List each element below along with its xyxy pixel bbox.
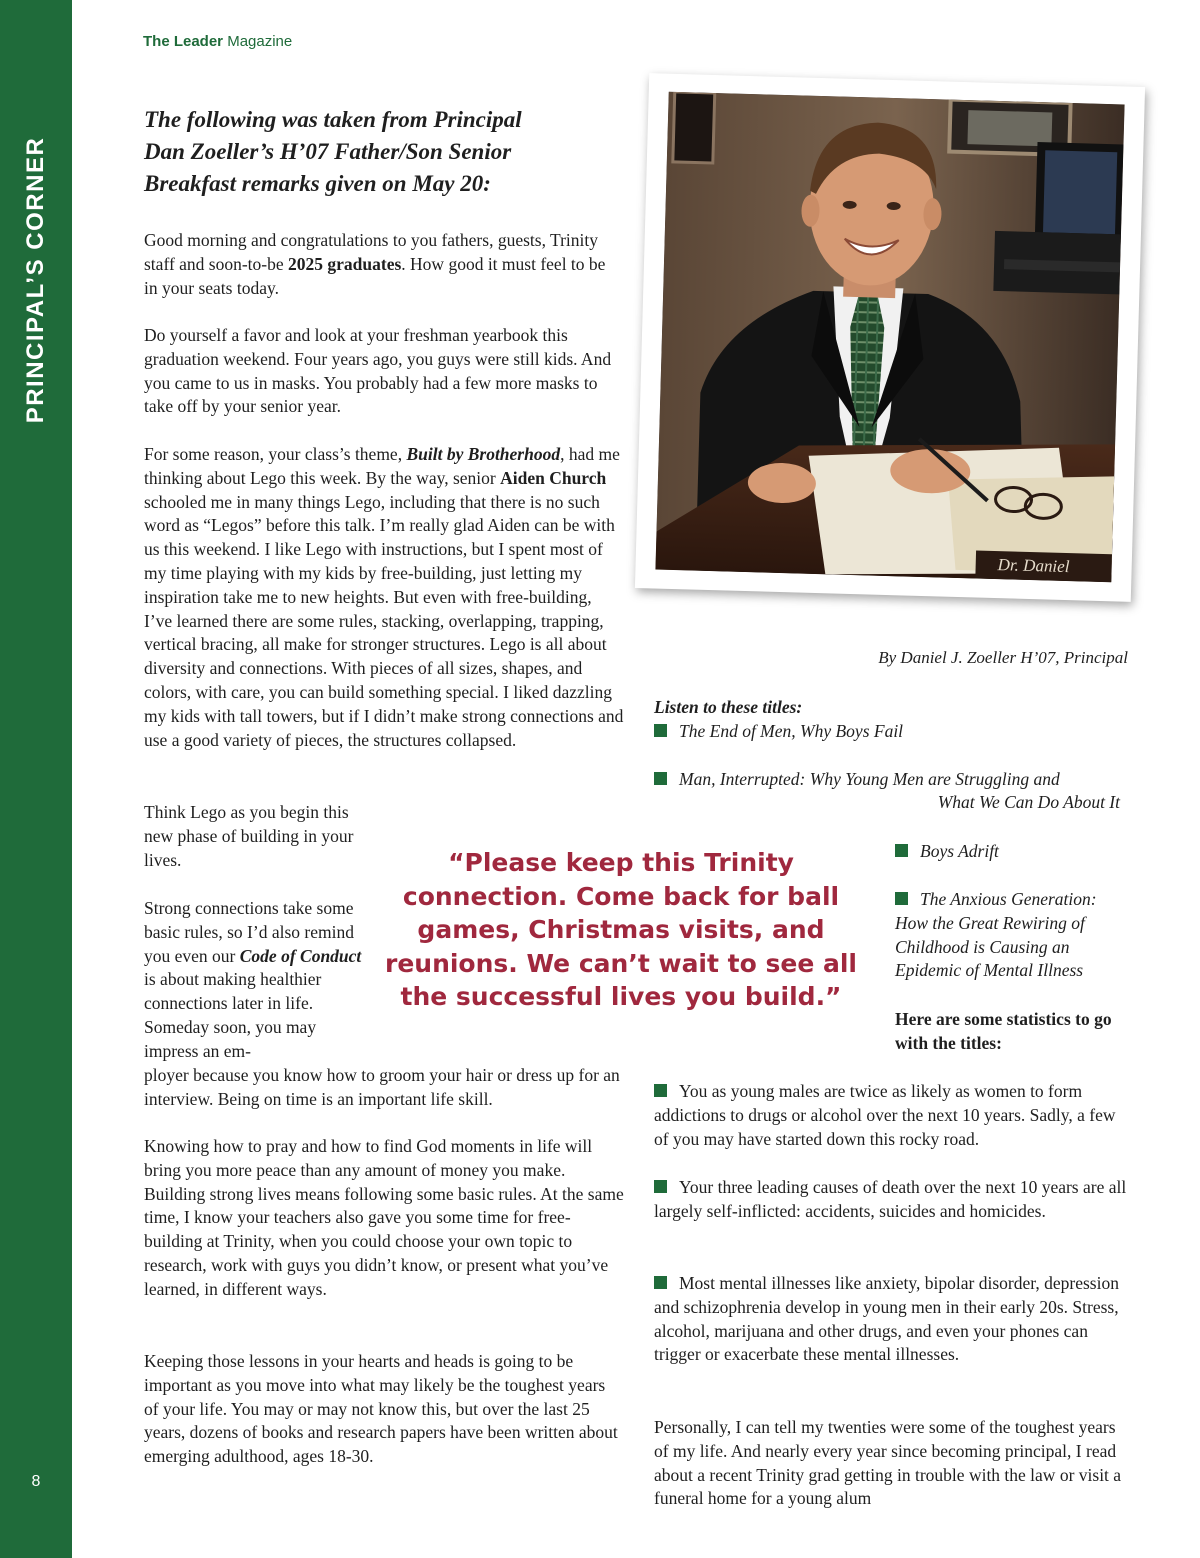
intro-line: The following was taken from Principal [144, 107, 522, 132]
stat-item: Your three leading causes of death over the next 10 years are all largely self-inflicted: accidents, suicides and homicides. [654, 1177, 1127, 1221]
bullet-square-icon [654, 724, 667, 737]
bullet-square-icon [895, 892, 908, 905]
highlight-graduates: 2025 graduates [288, 253, 402, 274]
paragraph-employer: ployer because you know how to groom your hair or dress up for an interview. Being on time is an important life skill. [144, 1065, 620, 1109]
stat-item: You as young males are twice as likely as women to form addictions to drugs or alcohol over the next 10 years. Sadly, a few of you may have started down this rocky road. [654, 1081, 1116, 1149]
intro-line: Dan Zoeller’s H’07 Father/Son Senior [144, 139, 512, 164]
stats-heading: Here are some statistics to go with the titles: [895, 1009, 1112, 1053]
titles-heading: Listen to these titles: [654, 697, 803, 717]
masthead-brand: The Leader [143, 33, 224, 50]
page-number: 8 [31, 1473, 41, 1490]
paragraph-yearbook: Do yourself a favor and look at your freshman yearbook this graduation weekend. Four years ago, you guys were still kids. And you came to us in masks. You probably had a few more masks to take off by your senior year. [144, 325, 612, 417]
title-item: Man, Interrupted: Why Young Men are Struggling and [654, 768, 1134, 792]
bullet-square-icon [654, 1180, 667, 1193]
title-item: Boys Adrift [895, 840, 1130, 864]
principal-photo [655, 92, 1124, 583]
intro-line: Breakfast remarks given on May 20: [144, 171, 491, 196]
masthead [143, 33, 292, 50]
section-title: PRINCIPAL’S CORNER [22, 136, 49, 424]
nameplate: Dr. Daniel [997, 555, 1070, 577]
titles-list [654, 696, 1134, 815]
paragraph-closing: Personally, I can tell my twenties were some of the toughest years of my life. And nearly every year since becoming principal, I read about a recent Trinity grad getting in trouble with the law or visit a funeral home for a young alum [654, 1417, 1122, 1509]
byline: By Daniel J. Zoeller H’07, Principal [878, 648, 1128, 667]
code-of-conduct: Code of Conduct [239, 945, 362, 966]
class-theme: Built by Brotherhood [406, 444, 561, 464]
stat-item: Most mental illnesses like anxiety, bipolar disorder, depression and schizophrenia develop in young men in their early 20s. Stress, alcohol, marijuana and other drugs, and even your phones can trigger or exacerbate these mental illnesses. [654, 1273, 1119, 1365]
bullet-square-icon [654, 1084, 667, 1097]
principal-photo-illustration [655, 92, 1124, 583]
title-item-continued: What We Can Do About It [937, 792, 1120, 813]
intro-heading [144, 104, 614, 200]
paragraph-lego: For some reason, your class’s theme, Built by Brotherhood, had me thinking about Lego this week. By the way, senior Aiden Church schooled me in many things Lego, including that there is no such word as “Legos” before this talk. I’m really glad Aiden can be with us this weekend. I like Lego with instructions, but I spent most of my time playing with my kids by free-building, just letting my inspiration take me to new heights. But even with free-building, I’ve learned there are some rules, stacking, overlapping, trapping, vertical bracing, all make for stronger structures. Lego is all about diversity and connections. With pieces of all sizes, shapes, and colors, with care, you can build something special. I liked dazzling my kids with tall towers, but if I didn’t make strong connections and use a good variety of pieces, the structures collapsed. [144, 444, 624, 750]
title-item: The End of Men, Why Boys Fail [654, 720, 1134, 744]
bullet-square-icon [895, 844, 908, 857]
title-item: The Anxious Generation: How the Great Rewiring of Childhood is Causing an Epidemic of Mental Illness [895, 889, 1097, 981]
masthead-suffix: Magazine [227, 33, 293, 50]
student-name: Aiden Church [500, 467, 607, 488]
sidebar-band [0, 0, 72, 1558]
paragraph-connections: Strong connections take some basic rules, so I’d also remind you even our Code of Conduct is about making healthier connections later in life. Someday soon, you may impress an em- [144, 898, 362, 1061]
bullet-square-icon [654, 772, 667, 785]
photo-frame [635, 73, 1145, 602]
paragraph-lessons: Keeping those lessons in your hearts and heads is going to be important as you move into what may likely be the toughest years of your life. You may or may not know this, but over the last 25 years, dozens of books and research papers have been written about emerging adulthood, ages 18-30. [144, 1351, 618, 1467]
bullet-square-icon [654, 1276, 667, 1289]
paragraph-think-lego: Think Lego as you begin this new phase of building in your lives. [144, 802, 354, 870]
paragraph-greeting: Good morning and congratulations to you fathers, guests, Trinity staff and soon-to-be 2025 graduates. How good it must feel to be in your seats today. [144, 230, 606, 298]
pull-quote: “Please keep this Trinity connection. Come back for ball games, Christmas visits, and reunions. We can’t wait to see all the successful lives you build.” [384, 848, 857, 1011]
paragraph-pray: Knowing how to pray and how to find God moments in life will bring you more peace than any amount of money you make. Building strong lives means following some basic rules. At the same time, I know your teachers also gave you some time for free-building at Trinity, when you could choose your own topic to research, work with guys you didn’t know, or present what you’ve learned, in different ways. [144, 1136, 624, 1299]
